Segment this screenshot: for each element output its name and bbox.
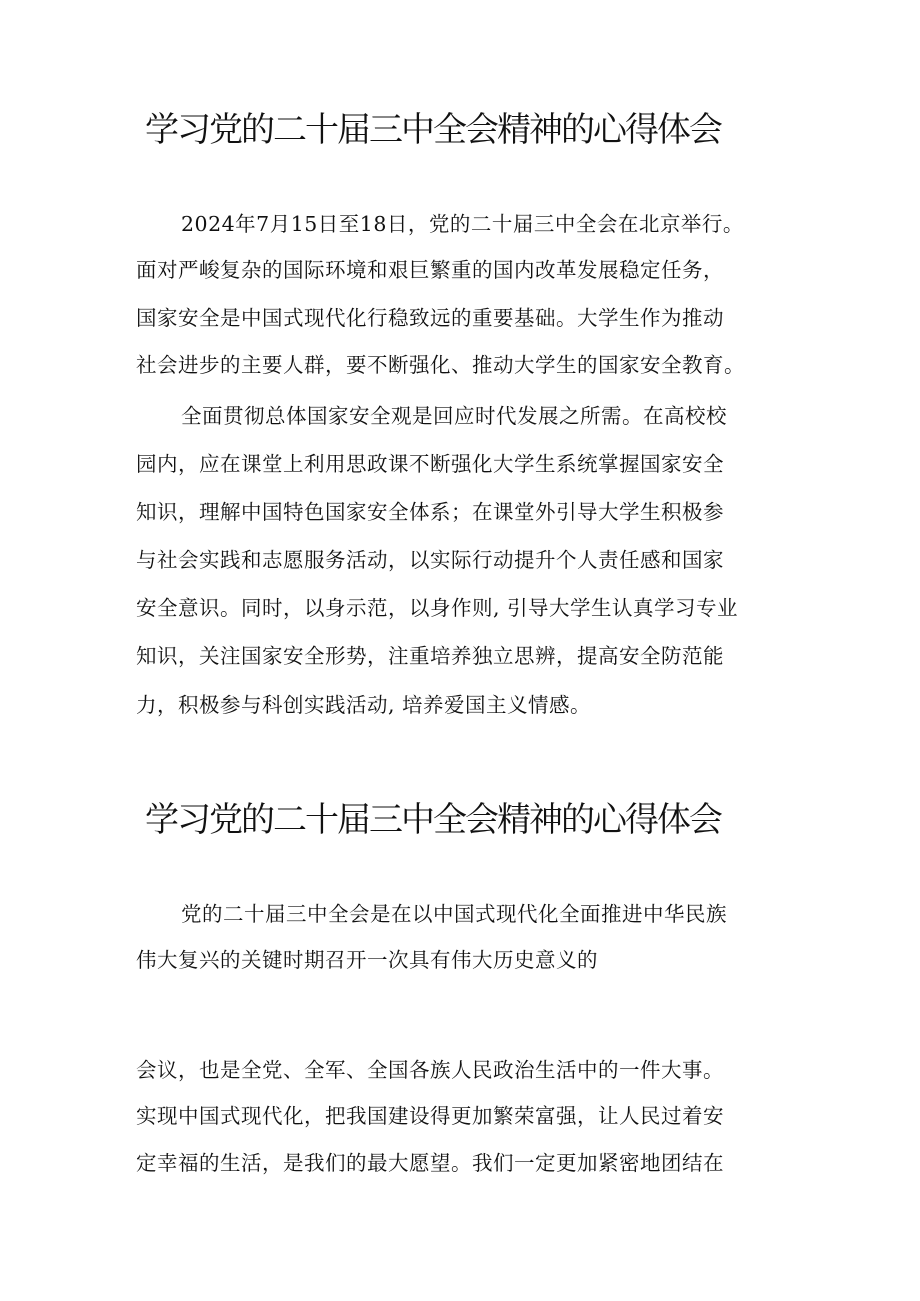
section-1-line-11: 力，积极参与科创实践活动, 培养爱国主义情感。 [136,693,592,717]
section-2-line-5: 定幸福的生活，是我们的最大愿望。我们一定更加紧密地团结在 [136,1151,724,1175]
section-1-line-10: 知识，关注国家安全形势，注重培养独立思辨，提高安全防范能 [136,644,724,668]
section-1-line-4: 社会进步的主要人群，要不断强化、推动大学生的国家安全教育。 [136,353,745,377]
section-1-line-8: 与社会实践和志愿服务活动，以实际行动提升个人责任感和国家 [136,548,724,572]
section-1-line-5: 全面贯彻总体国家安全观是回应时代发展之所需。在高校校 [181,404,727,428]
section-1-line-9: 安全意识。同时，以身示范，以身作则, 引导大学生认真学习专业 [136,596,739,620]
section-2-line-3: 会议，也是全党、全军、全国各族人民政治生活中的一件大事。 [136,1058,724,1082]
section-1-line-2: 面对严峻复杂的国际环境和艰巨繁重的国内改革发展稳定任务， [136,258,724,282]
section-1-title: 学习党的二十届三中全会精神的心得体会 [145,110,721,150]
section-1-line-6: 园内，应在课堂上利用思政课不断强化大学生系统掌握国家安全 [136,452,724,476]
section-1-line-3: 国家安全是中国式现代化行稳致远的重要基础。大学生作为推动 [136,306,724,330]
section-2-title: 学习党的二十届三中全会精神的心得体会 [145,800,721,840]
section-1-line-7: 知识，理解中国特色国家安全体系；在课堂外引导大学生积极参 [136,500,724,524]
section-2-line-2: 伟大复兴的关键时期召开一次具有伟大历史意义的 [136,948,598,972]
section-2-line-1: 党的二十届三中全会是在以中国式现代化全面推进中华民族 [181,902,727,926]
section-2-line-4: 实现中国式现代化，把我国建设得更加繁荣富强，让人民过着安 [136,1104,724,1128]
section-1-line-1: 2024年7月15日至18日，党的二十届三中全会在北京举行。 [181,212,744,236]
